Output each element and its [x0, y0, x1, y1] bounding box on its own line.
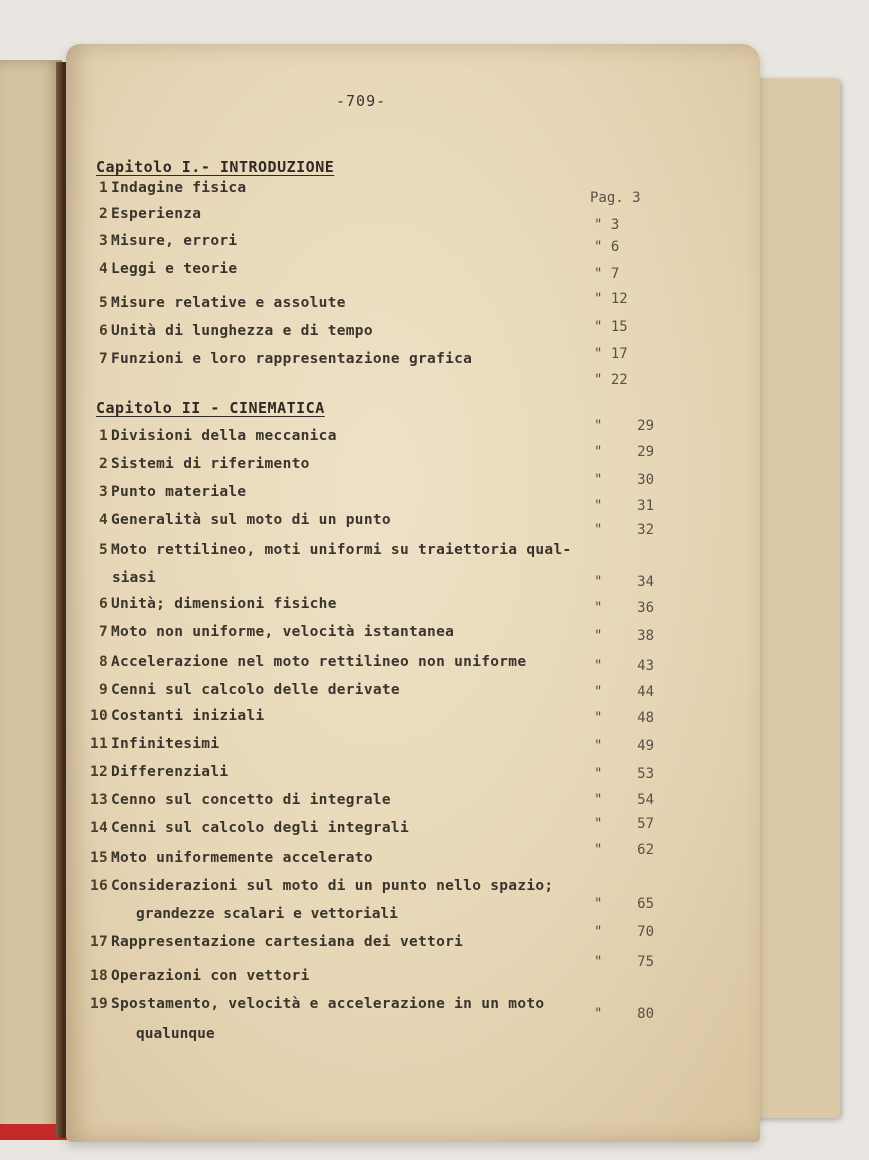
- toc-entry: [90, 596, 650, 618]
- entry-number: 16: [90, 878, 109, 894]
- toc-entry: [90, 968, 650, 990]
- page-ref: [594, 472, 658, 492]
- toc-entry: [90, 820, 650, 842]
- page-number: -709-: [336, 92, 387, 110]
- page-ref-value: 62: [637, 842, 654, 858]
- entry-title: Misure relative e assolute: [111, 295, 346, 311]
- entry-number: 19: [90, 996, 109, 1012]
- page-ref-value: 53: [637, 766, 654, 782]
- entry-title: Sistemi di riferimento: [111, 456, 310, 472]
- page-ref: [594, 444, 658, 464]
- entry-number: 9: [98, 682, 108, 698]
- toc-entry: [90, 654, 650, 676]
- entry-number: 11: [90, 736, 109, 752]
- ditto-mark: ": [594, 766, 603, 782]
- entry-number: 3: [98, 233, 108, 249]
- toc-entry: [90, 261, 650, 283]
- page-ref: [594, 600, 658, 620]
- entry-title: Misure, errori: [111, 233, 238, 249]
- ditto-mark: ": [594, 710, 603, 726]
- ditto-mark: ": [594, 472, 603, 488]
- page-ref: " 3: [594, 217, 620, 233]
- entry-number: 4: [98, 261, 108, 277]
- entry-number: 5: [98, 542, 108, 558]
- entry-title: Cenni sul calcolo delle derivate: [111, 682, 400, 698]
- ditto-mark: ": [594, 924, 603, 940]
- ditto-mark: ": [594, 738, 603, 754]
- page-ref: [594, 954, 658, 974]
- entry-title: Leggi e teorie: [111, 261, 238, 277]
- toc-entry: [90, 878, 650, 900]
- page-ref-value: 36: [637, 600, 654, 616]
- page-ref: [594, 710, 658, 730]
- toc-entry: [90, 792, 650, 814]
- chapter-heading-1: Capitolo I.- INTRODUZIONE: [96, 158, 335, 176]
- entry-title: Cenni sul calcolo degli integrali: [111, 820, 409, 836]
- ditto-mark: ": [594, 684, 603, 700]
- toc-entry: [90, 456, 650, 478]
- toc-entry: [90, 295, 650, 317]
- toc-entry: [90, 708, 650, 730]
- toc-entry: [90, 512, 650, 534]
- page-ref-value: 75: [637, 954, 654, 970]
- page-ref: " 15: [594, 319, 628, 335]
- ditto-mark: ": [594, 600, 603, 616]
- page-ref-value: 54: [637, 792, 654, 808]
- ditto-mark: ": [594, 522, 603, 538]
- entry-number: 13: [90, 792, 109, 808]
- page-ref-value: 31: [637, 498, 654, 514]
- entry-title: Rappresentazione cartesiana dei vettori: [111, 934, 464, 950]
- toc-entry: [90, 850, 650, 872]
- entry-title: Generalità sul moto di un punto: [111, 512, 391, 528]
- left-page: [0, 60, 62, 1140]
- entry-title: Moto rettilineo, moti uniformi su traiettoria qual-: [111, 542, 572, 558]
- entry-continuation: grandezze scalari e vettoriali: [136, 906, 398, 922]
- entry-title: Moto uniformemente accelerato: [111, 850, 373, 866]
- ditto-mark: ": [594, 498, 603, 514]
- entry-number: 6: [98, 596, 108, 612]
- page-ref: [594, 816, 658, 836]
- ditto-mark: ": [594, 574, 603, 590]
- toc-entry: [90, 428, 650, 450]
- chapter-heading-2: Capitolo II - CINEMATICA: [96, 399, 325, 417]
- entry-number: 17: [90, 934, 109, 950]
- entry-title: Moto non uniforme, velocità istantanea: [111, 624, 455, 640]
- page-ref: " 12: [594, 291, 628, 307]
- index-page: [66, 44, 760, 1142]
- entry-number: 6: [98, 323, 108, 339]
- toc-entry: [90, 542, 650, 564]
- page-ref-value: 70: [637, 924, 654, 940]
- page-ref: " 7: [594, 266, 620, 282]
- page-ref: [594, 924, 658, 944]
- page-ref-value: 48: [637, 710, 654, 726]
- toc-entry: [90, 180, 650, 202]
- entry-number: 14: [90, 820, 109, 836]
- page-ref: [594, 418, 658, 438]
- entry-number: 4: [98, 512, 108, 528]
- entry-continuation: siasi: [112, 570, 156, 586]
- entry-title: Unità; dimensioni fisiche: [111, 596, 337, 612]
- toc-entry: [90, 996, 650, 1018]
- entry-number: 8: [98, 654, 108, 670]
- entry-number: 10: [90, 708, 109, 724]
- entry-title: Divisioni della meccanica: [111, 428, 337, 444]
- entry-number: 2: [98, 206, 108, 222]
- entry-title: Cenno sul concetto di integrale: [111, 792, 391, 808]
- ditto-mark: ": [594, 792, 603, 808]
- entry-number: 5: [98, 295, 108, 311]
- entry-title: Unità di lunghezza e di tempo: [111, 323, 373, 339]
- toc-entry: [90, 323, 650, 345]
- page-ref: " 6: [594, 239, 620, 255]
- page-ref: " 22: [594, 372, 628, 388]
- entry-number: 1: [98, 180, 108, 196]
- ditto-mark: ": [594, 628, 603, 644]
- entry-number: 1: [98, 428, 108, 444]
- page-ref: [594, 574, 658, 594]
- page-ref-value: 49: [637, 738, 654, 754]
- page-ref-value: 44: [637, 684, 654, 700]
- page-ref-value: 29: [637, 418, 654, 434]
- ditto-mark: ": [594, 954, 603, 970]
- toc-entry: [90, 934, 650, 956]
- entry-number: 7: [98, 351, 108, 367]
- page-ref: [594, 522, 658, 542]
- page-ref-value: 65: [637, 896, 654, 912]
- entry-title: Indagine fisica: [111, 180, 247, 196]
- entry-title: Esperienza: [111, 206, 202, 222]
- page-ref-value: 29: [637, 444, 654, 460]
- ditto-mark: ": [594, 444, 603, 460]
- page-ref-value: 30: [637, 472, 654, 488]
- page-ref: [594, 684, 658, 704]
- entry-title: Operazioni con vettori: [111, 968, 310, 984]
- entry-title: Spostamento, velocità e accelerazione in un moto: [111, 996, 545, 1012]
- entry-title: Differenziali: [111, 764, 229, 780]
- page-ref: [594, 1006, 658, 1026]
- toc-entry: [90, 736, 650, 758]
- toc-entry: [90, 682, 650, 704]
- entry-continuation: qualunque: [136, 1026, 215, 1042]
- page-ref: [594, 658, 658, 678]
- toc-entry: [90, 206, 650, 228]
- entry-title: Funzioni e loro rappresentazione grafica: [111, 351, 473, 367]
- ditto-mark: ": [594, 842, 603, 858]
- page-ref: " 17: [594, 346, 628, 362]
- entry-title: Infinitesimi: [111, 736, 220, 752]
- page-ref-value: 57: [637, 816, 654, 832]
- ditto-mark: ": [594, 1006, 603, 1022]
- page-ref: [594, 628, 658, 648]
- entry-title: Costanti iniziali: [111, 708, 265, 724]
- ditto-mark: ": [594, 816, 603, 832]
- toc-entry: [90, 624, 650, 646]
- page-ref-value: 80: [637, 1006, 654, 1022]
- page-ref-value: 34: [637, 574, 654, 590]
- ditto-mark: ": [594, 418, 603, 434]
- page-ref-label: Pag. 3: [590, 190, 641, 206]
- toc-entry: [90, 233, 650, 255]
- entry-number: 18: [90, 968, 109, 984]
- page-ref: [594, 792, 658, 812]
- page-ref: [594, 896, 658, 916]
- page-ref-value: 38: [637, 628, 654, 644]
- entry-number: 7: [98, 624, 108, 640]
- entry-number: 3: [98, 484, 108, 500]
- page-ref: [594, 842, 658, 862]
- entry-title: Punto materiale: [111, 484, 247, 500]
- page-ref-value: 32: [637, 522, 654, 538]
- toc-entry: [90, 484, 650, 506]
- page-ref: [594, 498, 658, 518]
- entry-title: Considerazioni sul moto di un punto nello spazio;: [111, 878, 554, 894]
- entry-number: 15: [90, 850, 109, 866]
- entry-number: 12: [90, 764, 109, 780]
- page-ref-value: 43: [637, 658, 654, 674]
- entry-number: 2: [98, 456, 108, 472]
- entry-title: Accelerazione nel moto rettilineo non uniforme: [111, 654, 527, 670]
- toc-entry: [90, 351, 650, 373]
- toc-entry: [90, 764, 650, 786]
- ditto-mark: ": [594, 658, 603, 674]
- ditto-mark: ": [594, 896, 603, 912]
- page-ref: [594, 766, 658, 786]
- page-ref: [594, 738, 658, 758]
